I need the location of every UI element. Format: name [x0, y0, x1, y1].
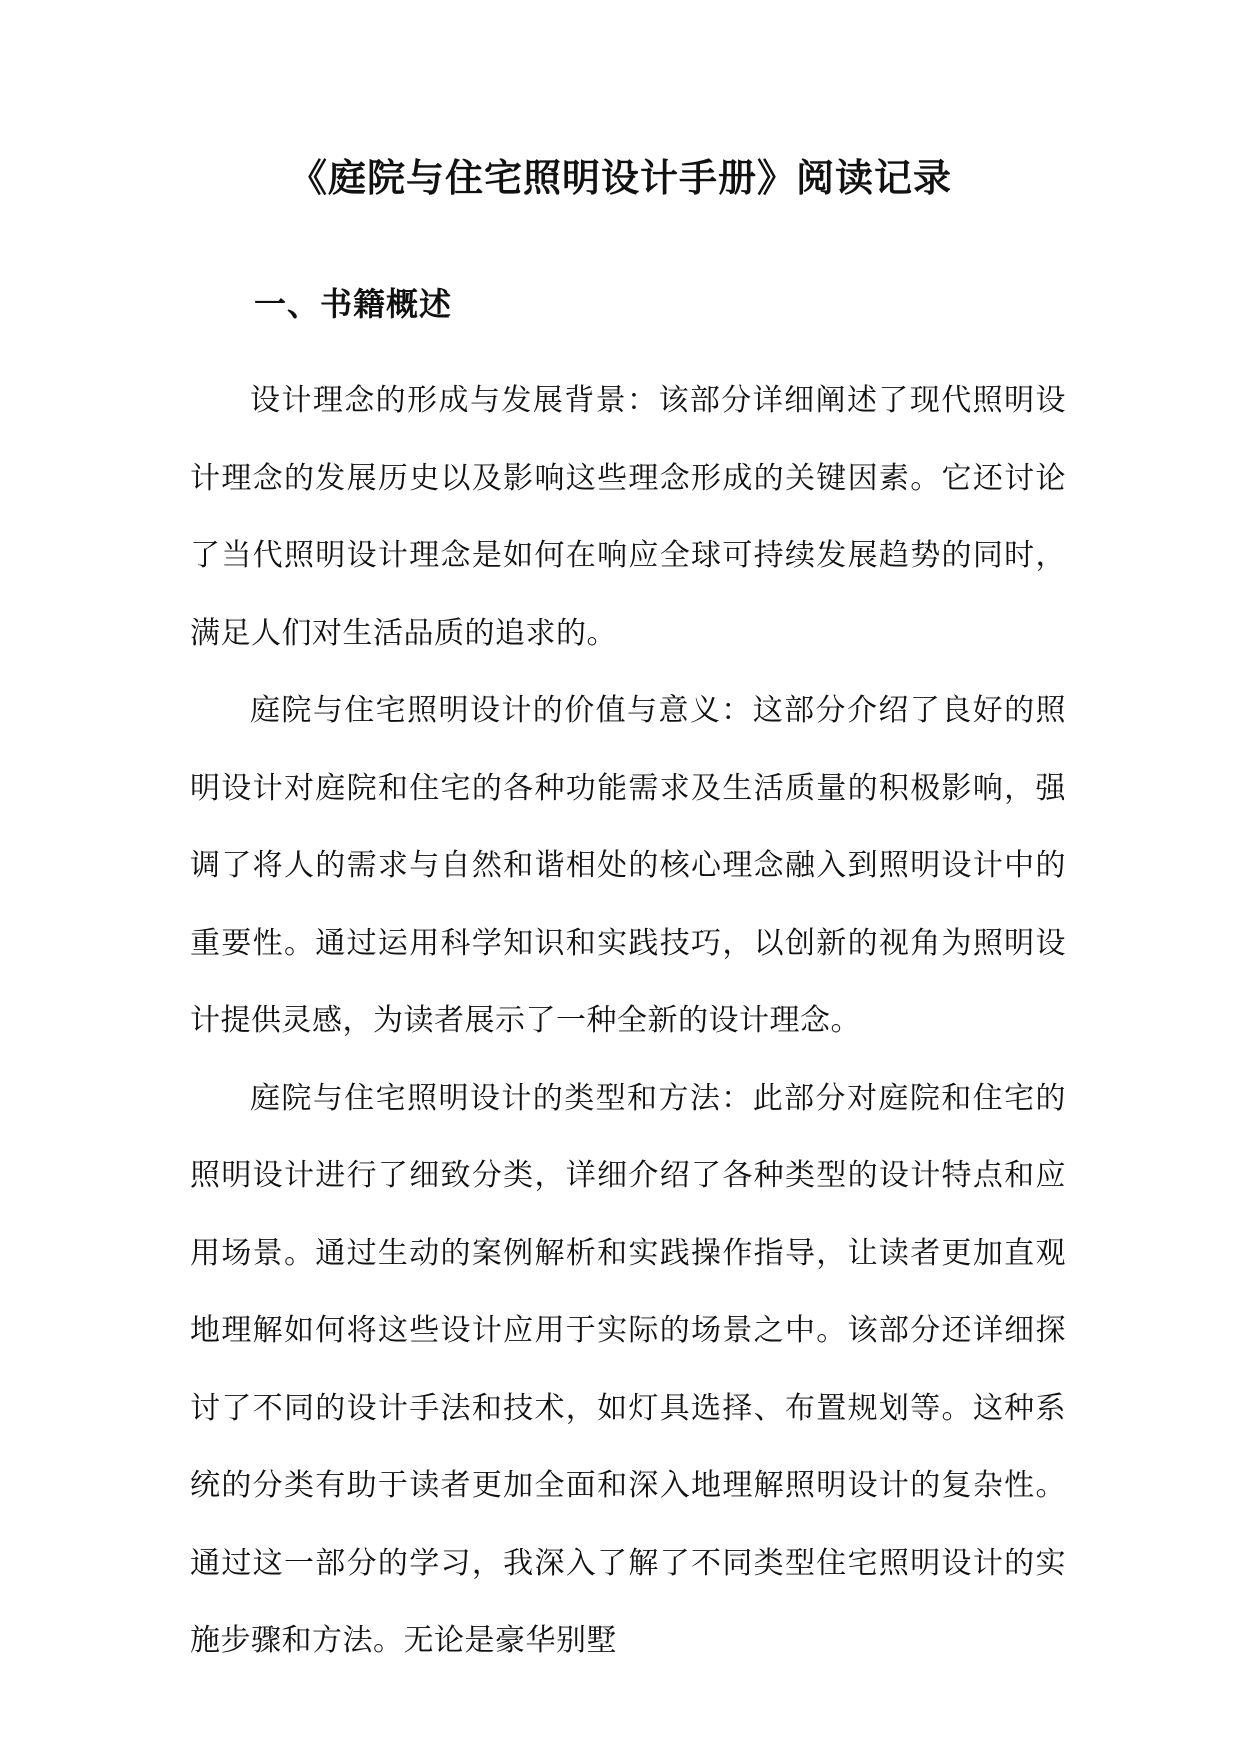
paragraph: 设计理念的形成与发展背景：该部分详细阐述了现代照明设计理念的发展历史以及影响这些理念形成的关键因素。它还讨论了当代照明设计理念是如何在响应全球可持续发展趋势的同时，满足人们对生活品质的追求的。	[190, 383, 1066, 651]
document-title: 《庭院与住宅照明设计手册》阅读记录	[288, 155, 952, 200]
body-text	[190, 362, 1066, 1680]
section-heading: 一、书籍概述	[254, 285, 453, 323]
paragraph: 庭院与住宅照明设计的价值与意义：这部分介绍了良好的照明设计对庭院和住宅的各种功能需求及生活质量的积极影响，强调了将人的需求与自然和谐相处的核心理念融入到照明设计中的重要性。通过运用科学知识和实践技巧，以创新的视角为照明设计提供灵感，为读者展示了一种全新的设计理念。	[190, 693, 1066, 1038]
paragraph: 庭院与住宅照明设计的类型和方法：此部分对庭院和住宅的照明设计进行了细致分类，详细介绍了各种类型的设计特点和应用场景。通过生动的案例解析和实践操作指导，让读者更加直观地理解如何将这些设计应用于实际的场景之中。该部分还详细探讨了不同的设计手法和技术，如灯具选择、布置规划等。这种系统的分类有助于读者更加全面和深入地理解照明设计的复杂性。通过这一部分的学习，我深入了解了不同类型住宅照明设计的实施步骤和方法。无论是豪华别墅	[190, 1080, 1066, 1658]
